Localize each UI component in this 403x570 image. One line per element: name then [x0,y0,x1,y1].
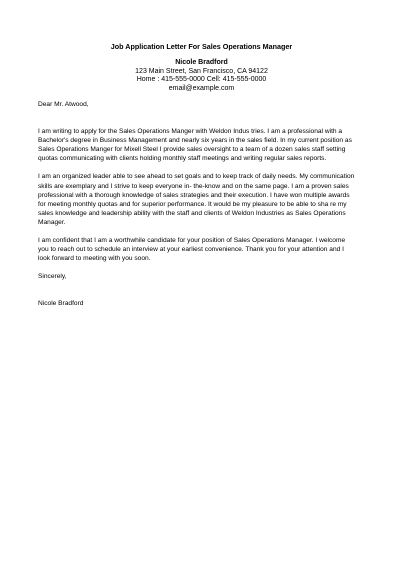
salutation: Dear Mr. Atwood, [38,101,89,108]
text-line: for meeting monthly quotas and for superior performance. It would be my pleasure to be able to sha re my [38,200,347,208]
text-line: sales knowledge and leadership ability with the staff and clients of Weldon Industries as Sales Operations [38,209,346,217]
letter-title: Job Application Letter For Sales Operations Manager [110,42,293,51]
text-line: I am confident that I am a worthwhile candidate for your position of Sales Operations Manager. I welcome [38,237,346,245]
sender-address: 123 Main Street, San Francisco, CA 94122 [135,67,268,75]
text-line: skills are exemplary and I strive to keep everyone in- the-know and on the same page. I am a proven sales [38,182,349,190]
paragraph-3 [38,236,368,263]
text-line: look forward to meeting with you soon. [38,255,151,263]
text-line: I am writing to apply for the Sales Operations Manger with Weldon Indus tries. I am a professional with a [38,128,343,136]
letter-body [38,100,368,309]
text-line: professional with a thorough knowledge of sales strategies and their execution. I have won multiple awards [38,191,350,199]
text-line: I am an organized leader able to see ahead to set goals and to keep track of daily needs. My communication [38,173,355,181]
text-line: quotas communicating with clients holding monthly staff meetings and writing regular sales reports. [38,155,327,163]
sender-block [0,59,403,93]
sender-name: Nicole Bradford [175,59,228,66]
text-line: Manager. [38,218,66,226]
text-line: Bachelor's degree in Business Management and nearly six years in the sales field. In my current position as [38,137,352,145]
paragraph-2 [38,172,368,227]
signature: Nicole Bradford [38,300,84,308]
paragraph-1 [38,127,368,163]
text-line: Sales Operations Manger for Mixell Steel I provide sales oversight to a team of a dozen sales staff setting [38,146,346,154]
sender-phones: Home : 415-555-0000 Cell: 415-555-0000 [136,76,267,84]
text-line: you to reach out to schedule an interview at your earliest convenience. Thank you for your attention and I [38,246,344,254]
closing: Sincerely, [38,273,67,281]
sender-email: email@example.com [168,84,235,92]
